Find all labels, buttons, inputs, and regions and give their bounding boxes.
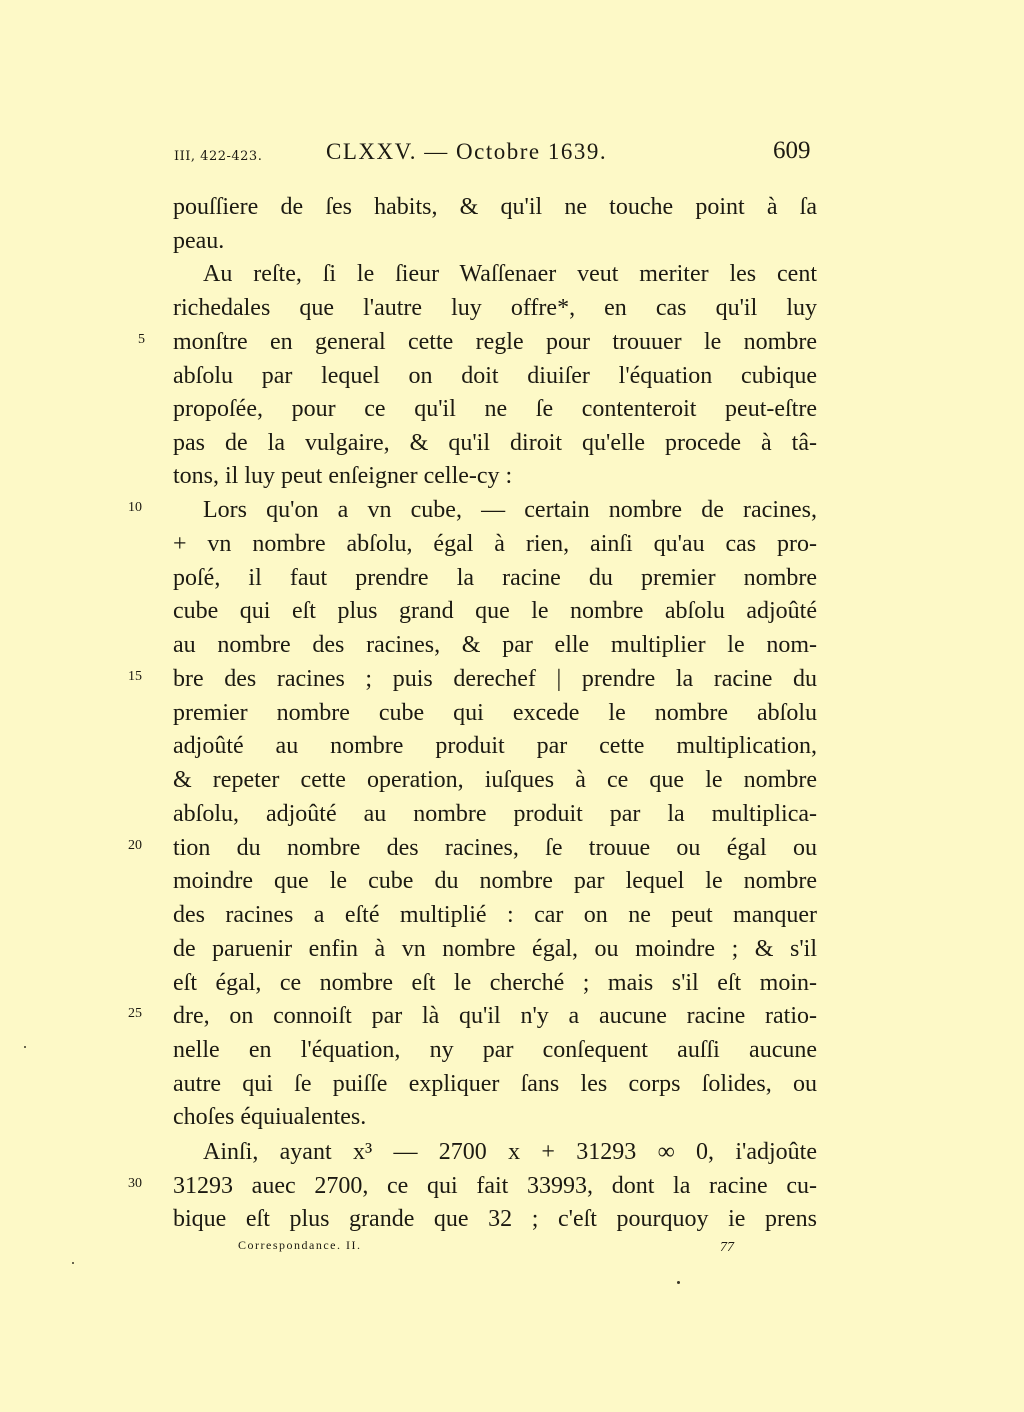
text-line: Lors qu'on a vn cube, — certain nombre de racines, (203, 497, 817, 523)
text-line: cube qui eſt plus grand que le nombre abſolu adjoûté (173, 598, 817, 624)
header-reference: III, 422-423. (174, 149, 263, 164)
text-line: poſé, il faut prendre la racine du premier nombre (173, 565, 817, 591)
line-number: 15 (128, 669, 142, 684)
text-line: Au reſte, ſi le ſieur Waſſenaer veut meriter les cent (203, 261, 817, 287)
line-number: 25 (128, 1006, 142, 1021)
paper-speck (677, 1281, 680, 1284)
line-number: 30 (128, 1176, 142, 1191)
text-line: nelle en l'équation, ny par conſequent auſſi aucune (173, 1037, 817, 1063)
paper-speck (24, 1046, 26, 1048)
text-line: richedales que l'autre luy offre*, en cas qu'il luy (173, 295, 817, 321)
text-line: premier nombre cube qui excede le nombre abſolu (173, 700, 817, 726)
text-line: des racines a eſté multiplié : car on ne peut manquer (173, 902, 817, 928)
header-title: CLXXV. — Octobre 1639. (326, 139, 608, 164)
text-line: tons, il luy peut enſeigner celle-cy : (173, 463, 513, 489)
paper-speck (72, 1262, 74, 1264)
line-number: 20 (128, 838, 142, 853)
text-line: adjoûté au nombre produit par cette multiplication, (173, 733, 817, 759)
text-line: abſolu, adjoûté au nombre produit par la multiplica- (173, 801, 817, 827)
line-number: 10 (128, 500, 142, 515)
text-line: 31293 auec 2700, ce qui fait 33993, dont la racine cu- (173, 1173, 817, 1199)
text-line: bre des racines ; puis derechef | prendre la racine du (173, 666, 817, 692)
text-line: abſolu par lequel on doit diuiſer l'équation cubique (173, 363, 817, 389)
signature-mark: Correspondance. II. (238, 1238, 362, 1252)
text-line: pas de la vulgaire, & qu'il diroit qu'elle procede à tâ- (173, 430, 817, 456)
text-line: eſt égal, ce nombre eſt le cherché ; mais s'il eſt moin- (173, 970, 817, 996)
text-line: monſtre en general cette regle pour trouuer le nombre (173, 329, 817, 355)
page-number: 609 (773, 137, 811, 164)
text-line: de paruenir enfin à vn nombre égal, ou moindre ; & s'il (173, 936, 817, 962)
text-line: Ainſi, ayant x³ — 2700 x + 31293 ∞ 0, i'adjoûte (203, 1139, 817, 1165)
text-line: moindre que le cube du nombre par lequel le nombre (173, 868, 817, 894)
text-line: + vn nombre abſolu, égal à rien, ainſi qu'au cas pro- (173, 531, 817, 557)
text-line: au nombre des racines, & par elle multiplier le nom- (173, 632, 817, 658)
text-line: dre, on connoiſt par là qu'il n'y a aucune racine ratio- (173, 1003, 817, 1029)
text-line: pouſſiere de ſes habits, & qu'il ne touche point à ſa (173, 194, 817, 220)
sheet-number: 77 (720, 1240, 734, 1255)
text-line: autre qui ſe puiſſe expliquer ſans les corps ſolides, ou (173, 1071, 817, 1097)
text-line: choſes équiualentes. (173, 1104, 367, 1130)
text-line: tion du nombre des racines, ſe trouue ou égal ou (173, 835, 817, 861)
text-line: bique eſt plus grande que 32 ; c'eſt pourquoy ie prens (173, 1206, 817, 1232)
text-line: peau. (173, 228, 225, 254)
text-line: & repeter cette operation, iuſques à ce que le nombre (173, 767, 817, 793)
line-number: 5 (138, 332, 145, 347)
text-line: propoſée, pour ce qu'il ne ſe contenteroit peut-eſtre (173, 396, 817, 422)
